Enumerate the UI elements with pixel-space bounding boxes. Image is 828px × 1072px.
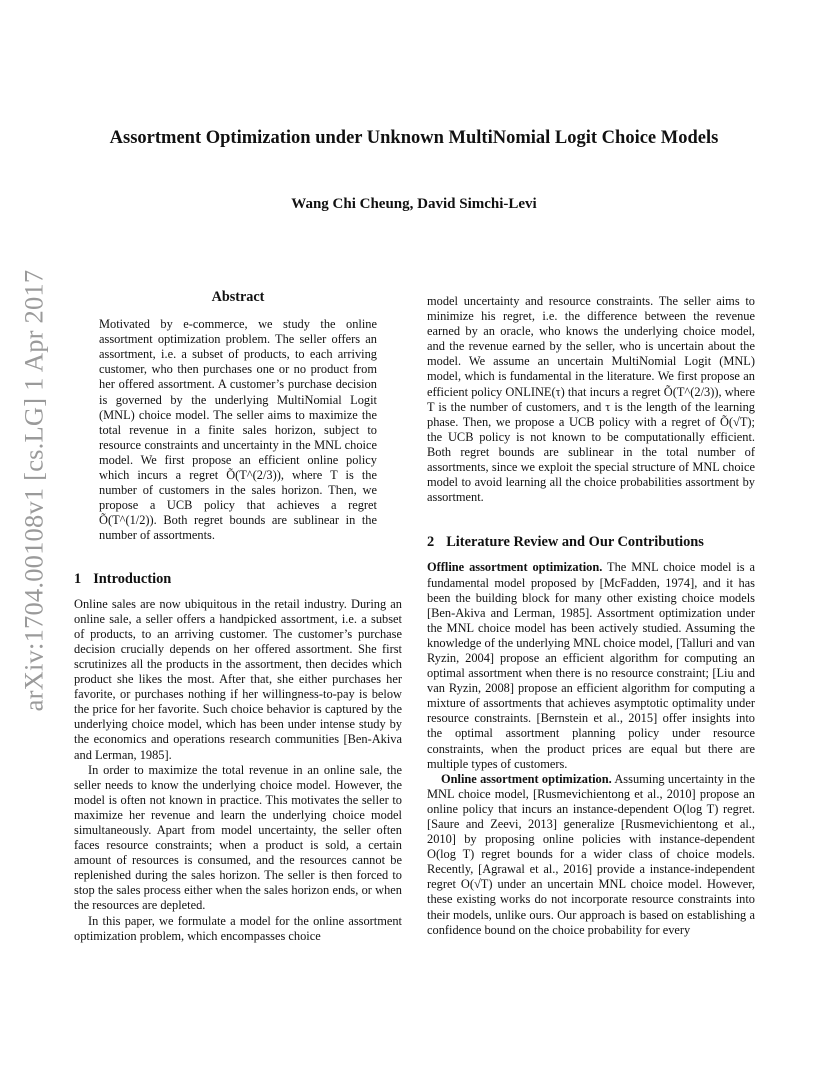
section-number: 2 bbox=[427, 534, 435, 551]
offline-paragraph-text: The MNL choice model is a fundamental model proposed by [McFadden, 1974], and it has been the building block for many other existing choice models [Ben-Akiva and Lerman, 1985]. Assortment optimization under the MNL choice model has been actively studied. Assuming the knowledge of the underlying MNL choice model, [Talluri and van Ryzin, 2004] propose an efficient algorithm for computing an optimal assortment when there is no resource constraint; [Liu and van Ryzin, 2008] propose an efficient algorithm for computing a mixture of assortments that achieves asymptotic optimality under resource constraints. [Bernstein et al., 2015] offer insights into the optimal assortment planning policy under resource constraints, when the product prices are equal but there are multiple types of customers. bbox=[427, 560, 755, 771]
paper-title: Assortment Optimization under Unknown MultiNomial Logit Choice Models bbox=[109, 128, 719, 148]
right-column bbox=[427, 294, 755, 938]
abstract-text: Motivated by e-commerce, we study the online assortment optimization problem. The seller offers an assortment, i.e. a subset of products, to each arriving customer, who then purchases one or no product from her offered assortment. A customer’s purchase decision is governed by the underlying MultiNomial Logit (MNL) choice model. The seller aims to maximize the total revenue in a finite sales horizon, subject to resource constraints and uncertainty in the MNL choice model. We first propose an efficient online policy which incurs a regret Õ(T^(2/3)), where T is the number of customers in the sales horizon. Then, we propose a UCB policy that achieves a regret Õ(T^(1/2)). Both regret bounds are sublinear in the number of assortments. bbox=[99, 317, 377, 543]
section-heading-literature bbox=[427, 535, 755, 550]
intro-paragraph-1: Online sales are now ubiquitous in the retail industry. During an online sale, a seller offers a handpicked assortment, i.e. a subset of products, to an arriving customer. The customer’s purchase decision crucially depends on her offered assortment. She first scrutinizes all the products in the assortment, then decides which product she likes the most. After that, she either purchases her favorite, or purchases nothing if her willingness-to-pay is below the price for her favorite. Such choice behavior is captured by the underlying choice model, which has been under intense study by the economics and operations research communities [Ben-Akiva and Lerman, 1985]. bbox=[74, 596, 402, 762]
abstract-body bbox=[99, 317, 377, 543]
section-heading-introduction bbox=[74, 572, 402, 587]
offline-paragraph bbox=[427, 560, 755, 771]
online-paragraph-text: Assuming uncertainty in the MNL choice model, [Rusmevichientong et al., 2010] propose an online policy that incurs an instance-dependent O(log T) regret. [Saure and Zeevi, 2013] generalize [Rusmevichientong et al., 2010] by proposing online policies with instance-dependent O(log T) regret bounds for a wider class of choice models. Recently, [Agrawal et al., 2016] provide a instance-independent regret O(√T) under an uncertain MNL choice model. However, these existing works do not incorporate resource constraints into their models, unlike ours. Our approach is based on establishing a confidence bound on the choice probability for every bbox=[427, 771, 755, 937]
section-title: Literature Review and Our Contributions bbox=[446, 534, 704, 551]
offline-runin-heading: Offline assortment optimization. bbox=[427, 560, 603, 575]
section-title: Introduction bbox=[93, 570, 172, 587]
arxiv-identifier: arXiv:1704.00108v1 [cs.LG] 1 Apr 2017 bbox=[18, 269, 49, 711]
left-column bbox=[74, 290, 402, 944]
online-runin-heading: Online assortment optimization. bbox=[441, 771, 612, 786]
section-number: 1 bbox=[74, 570, 82, 587]
abstract-heading: Abstract bbox=[211, 289, 265, 305]
intro-paragraph-3: In this paper, we formulate a model for the online assortment optimization problem, which encompasses choice bbox=[74, 913, 402, 943]
paper-authors: Wang Chi Cheung, David Simchi-Levi bbox=[291, 196, 537, 212]
online-paragraph bbox=[427, 772, 755, 938]
intro-continued-paragraph: model uncertainty and resource constraints. The seller aims to minimize his regret, i.e. the difference between the revenue earned by an oracle, who knows the underlying choice model, and the revenue earned by the seller, who is uncertain about the model. We assume an uncertain MultiNomial Logit (MNL) model, which is fundamental in the literature. We first propose an efficient policy ONLINE(τ) that incurs a regret Õ(T^(2/3)), where T is the number of customers, and τ is the length of the learning phase. Then, we propose a UCB policy with a regret of Õ(√T); the UCB policy is not known to be computationally efficient. Both regret bounds are sublinear in the total number of assortments, since we exploit the special structure of MNL choice model to avoid learning all the choice probabilities assortment by assortment. bbox=[427, 294, 755, 505]
arxiv-watermark bbox=[14, 265, 54, 715]
intro-paragraph-2: In order to maximize the total revenue in an online sale, the seller needs to know the underlying choice model. However, the model is often not known in practice. This motivates the seller to maximize her revenue and learn the underlying choice model simultaneously. Apart from model uncertainty, the seller often faces resource constraints; when a product is sold, a certain amount of resources is consumed, and the resources cannot be replenished during the sales horizon. The seller is then forced to stop the sales process either when the sales horizon ends, or when the resources are depleted. bbox=[74, 762, 402, 913]
